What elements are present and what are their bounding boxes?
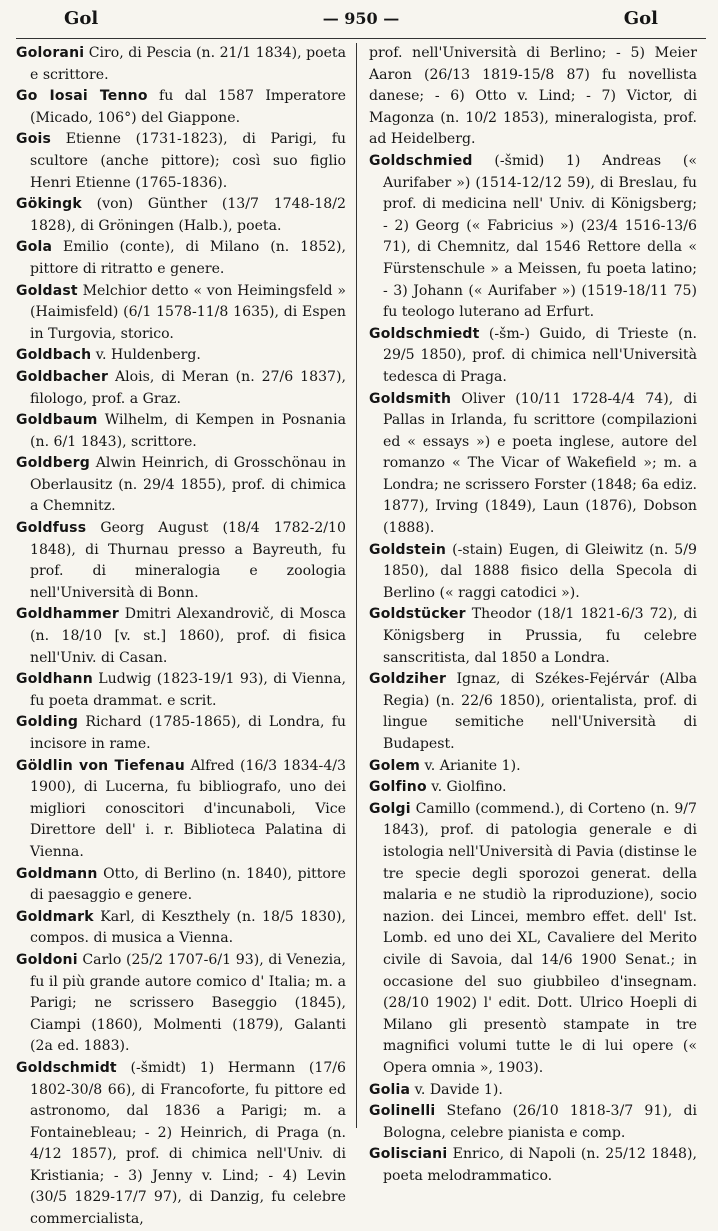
dictionary-entry bbox=[369, 324, 697, 389]
dictionary-entry bbox=[16, 281, 346, 346]
entry-headword: Golfino bbox=[369, 779, 427, 796]
entry-text: fu dal 1587 Imperatore (Micado, 106°) del Giappone. bbox=[30, 88, 346, 126]
entry-headword: Goldoni bbox=[16, 951, 78, 968]
dictionary-entry bbox=[16, 669, 346, 712]
columns bbox=[16, 43, 706, 1228]
entry-headword: Goldsmith bbox=[369, 390, 452, 407]
entry-text: Karl, di Keszthely (n. 18/5 1830), compos. di musica a Vienna. bbox=[30, 908, 346, 947]
left-column bbox=[16, 43, 356, 1228]
dictionary-entry bbox=[16, 864, 346, 907]
dictionary-entry bbox=[16, 129, 346, 194]
entry-headword: Goldhammer bbox=[16, 606, 119, 623]
entry-headword: Gois bbox=[16, 131, 52, 148]
entry-headword: Goldstein bbox=[369, 541, 447, 558]
dictionary-entry bbox=[16, 950, 346, 1058]
entry-text: Emilio (conte), di Milano (n. 1852), pittore di ritratto e genere. bbox=[30, 239, 346, 277]
dictionary-entry bbox=[369, 389, 697, 540]
entry-text: Alfred (16/3 1834-4/3 1900), di Lucerna, fu bibliografo, uno dei migliori conoscitori d'incunaboli, Vice Direttore dell' i. r. Biblioteca Palatina di Vienna. bbox=[30, 757, 347, 860]
dictionary-entry bbox=[369, 756, 697, 778]
dictionary-entry bbox=[16, 237, 346, 280]
entry-text: Etienne (1731-1823), di Parigi, fu scultore (anche pittore); così suo figlio Henri Etienne (1765-1836). bbox=[30, 131, 346, 191]
entry-text: Ciro, di Pescia (n. 21/1 1834), poeta e scrittore. bbox=[30, 45, 346, 83]
dictionary-entry bbox=[16, 1058, 346, 1231]
entry-text: Alois, di Meran (n. 27/6 1837), filologo, prof. a Graz. bbox=[30, 368, 346, 407]
dictionary-entry bbox=[16, 453, 346, 518]
entry-headword: Goldziher bbox=[369, 671, 447, 688]
entry-text: Dmitri Alexandrovič, di Mosca (n. 18/10 [v. st.] 1860), prof. di fisica nell'Univ. di Casan. bbox=[30, 606, 346, 666]
entry-headword: Goldschmiedt bbox=[369, 325, 480, 342]
dictionary-entry bbox=[369, 1080, 697, 1102]
entry-headword: Golorani bbox=[16, 45, 85, 61]
dictionary-entry bbox=[16, 43, 346, 86]
entry-headword: Goldast bbox=[16, 282, 78, 299]
entry-text: prof. nell'Università di Berlino; - 5) Meier Aaron (26/13 1819-15/8 87) fu novellista danese; - 6) Otto v. Lind; - 7) Victor, di Magonza (n. 10/2 1853), mineralogista, prof. ad Heidelberg. bbox=[369, 45, 697, 148]
right-column bbox=[357, 43, 697, 1184]
entry-headword: Goldberg bbox=[16, 455, 90, 472]
dictionary-entry bbox=[369, 799, 697, 1080]
entry-text: Carlo (25/2 1707-6/1 93), di Venezia, fu il più grande autore comico d' Italia; m. a Parigi; ne scrissero Baseggio (1845), Ciampi (1860), Molmenti (1879), Galanti (2a ed. 1883). bbox=[30, 951, 346, 1055]
entry-headword: Göldlin von Tiefenau bbox=[16, 757, 185, 774]
dictionary-entry bbox=[16, 194, 346, 237]
entry-headword: Goldmark bbox=[16, 908, 94, 925]
entry-headword: Golding bbox=[16, 714, 79, 731]
entry-text: Enrico, di Napoli (n. 25/12 1848), poeta melodrammatico. bbox=[383, 1146, 697, 1184]
entry-headword: Golinelli bbox=[369, 1103, 436, 1120]
dictionary-entry bbox=[369, 604, 697, 669]
entry-headword: Golia bbox=[369, 1081, 411, 1098]
entry-text: v. Davide 1). bbox=[410, 1081, 503, 1098]
entry-text: (von) Günther (13/7 1748-18/2 1828), di Gröningen (Halb.), poeta. bbox=[30, 196, 346, 234]
dictionary-entry bbox=[369, 669, 697, 755]
dictionary-entry bbox=[16, 410, 346, 453]
page-header bbox=[16, 8, 706, 39]
dictionary-entry bbox=[16, 367, 346, 410]
entry-text: (-šmidt) 1) Hermann (17/6 1802-30/8 66), di Francoforte, fu pittore ed astronomo, dal 1836 a Parigi; m. a Fontainebleau; - 2) Heinrich, di Praga (n. 4/12 1857), prof. di chimica nell'Univ. di Kristiania; - 3) Jenny v. Lind; - 4) Levin (30/5 1829-17/7 97), di Danzig, fu celebre commercialista, bbox=[30, 1059, 346, 1228]
entry-text: Wilhelm, di Kempen in Posnania (n. 6/1 1843), scrittore. bbox=[30, 412, 346, 450]
entry-headword: Goldbacher bbox=[16, 368, 109, 385]
entry-text: Alwin Heinrich, di Grosschönau in Oberlausitz (n. 29/4 1855), prof. di chimica a Chemnitz. bbox=[30, 455, 346, 515]
dictionary-entry bbox=[369, 43, 697, 151]
entry-headword: Gola bbox=[16, 239, 53, 256]
entry-headword: Goldbach bbox=[16, 347, 92, 364]
header-right-word: Gol bbox=[623, 8, 658, 29]
entry-text: (-šm-) Guido, di Trieste (n. 29/5 1850), prof. di chimica nell'Università tedesca di Praga. bbox=[383, 325, 697, 385]
entry-headword: Golem bbox=[369, 757, 420, 774]
entry-headword: Goldstücker bbox=[369, 606, 466, 623]
entry-headword: Golgi bbox=[369, 800, 411, 817]
entry-headword: Goldbaum bbox=[16, 412, 98, 429]
entry-headword: Goldmann bbox=[16, 865, 98, 882]
header-left-word: Gol bbox=[64, 8, 99, 29]
entry-text: Camillo (commend.), di Corteno (n. 9/7 1843), prof. di patologia generale e di istologia nell'Università di Pavia (distinse le tre specie degli sporozoi generat. della malaria e ne studiò la riproduzione), socio nazion. dei Lincei, membro effet. dell' Ist. Lomb. ed uno dei XL, Cavaliere del Merito civile di Savoia, dal 14/6 1900 Senat.; in occasione del suo giubbileo d'insegnam. (28/10 1902) l' edit. Dott. Ulrico Hoepli di Milano gli presentò stampate in tre magnifici volumi tutte le di lui opere (« Opera omnia », 1903). bbox=[383, 800, 697, 1076]
entry-headword: Goldschmied bbox=[369, 152, 473, 169]
entry-text: v. Giolfino. bbox=[426, 779, 507, 796]
dictionary-entry bbox=[16, 756, 346, 864]
entry-headword: Goldfuss bbox=[16, 520, 87, 537]
entry-text: Oliver (10/11 1728-4/4 74), di Pallas in Irlanda, fu scrittore (compilazioni ed « essays ») e poeta inglese, autore del romanzo « The Vicar of Wakefield »; m. a Londra; ne scrissero Forster (1848; 6a ediz. 1877), Irving (1849), Laun (1876), Dobson (1888). bbox=[383, 390, 697, 537]
entry-text: (-stain) Eugen, di Gleiwitz (n. 5/9 1850), dal 1888 fisico della Specola di Berlino (« raggi catodici »). bbox=[383, 541, 697, 601]
entry-text: Stefano (26/10 1818-3/7 91), di Bologna, celebre pianista e comp. bbox=[383, 1103, 697, 1141]
dictionary-entry bbox=[369, 540, 697, 605]
dictionary-entry bbox=[369, 777, 697, 799]
entry-text: Melchior detto « von Heimingsfeld » (Haimisfeld) (6/1 1578-11/8 1635), di Espen in Turgovia, storico. bbox=[30, 282, 346, 342]
entry-text: Otto, di Berlino (n. 1840), pittore di paesaggio e genere. bbox=[30, 865, 346, 904]
entry-text: Ignaz, di Székes-Fejérvár (Alba Regia) (n. 22/6 1850), orientalista, prof. di lingue semitiche nell'Università di Budapest. bbox=[383, 671, 697, 752]
entry-headword: Go Iosai Tenno bbox=[16, 88, 148, 105]
entry-headword: Golisciani bbox=[369, 1146, 448, 1163]
dictionary-entry bbox=[16, 345, 346, 367]
entry-headword: Goldschmidt bbox=[16, 1059, 117, 1076]
dictionary-entry bbox=[16, 86, 346, 129]
dictionary-entry bbox=[369, 1144, 697, 1187]
entry-headword: Gökingk bbox=[16, 196, 82, 213]
entry-headword: Goldhann bbox=[16, 671, 93, 688]
dictionary-entry bbox=[369, 151, 697, 324]
page-number: — 950 — bbox=[322, 9, 400, 28]
dictionary-entry bbox=[16, 712, 346, 755]
dictionary-entry bbox=[369, 1101, 697, 1144]
dictionary-entry bbox=[16, 604, 346, 669]
entry-text: Ludwig (1823-19/1 93), di Vienna, fu poeta drammat. e scrit. bbox=[30, 671, 346, 709]
dictionary-entry bbox=[16, 907, 346, 950]
entry-text: Georg August (18/4 1782-2/10 1848), di Thurnau presso a Bayreuth, fu prof. di mineralogia e zoologia nell'Università di Bonn. bbox=[30, 520, 346, 601]
entry-text: v. Huldenberg. bbox=[91, 347, 201, 364]
entry-text: Theodor (18/1 1821-6/3 72), di Königsberg in Prussia, fu celebre sanscritista, dal 1850 a Londra. bbox=[383, 606, 697, 666]
entry-text: v. Arianite 1). bbox=[420, 757, 521, 774]
entry-text: Richard (1785-1865), di Londra, fu incisore in rame. bbox=[30, 714, 346, 752]
entry-text: (-šmid) 1) Andreas (« Aurifaber ») (1514-12/12 59), di Breslau, fu prof. di medicina nell' Univ. di Königsberg; - 2) Georg (« Fabricius ») (23/4 1516-13/6 71), di Chemnitz, dal 1546 Rettore della « Fürstenschule » a Meissen, fu poeta latino; - 3) Johann (« Aurifaber ») (1519-18/11 75) fu teologo luterano ad Erfurt. bbox=[383, 152, 697, 321]
dictionary-entry bbox=[16, 518, 346, 604]
